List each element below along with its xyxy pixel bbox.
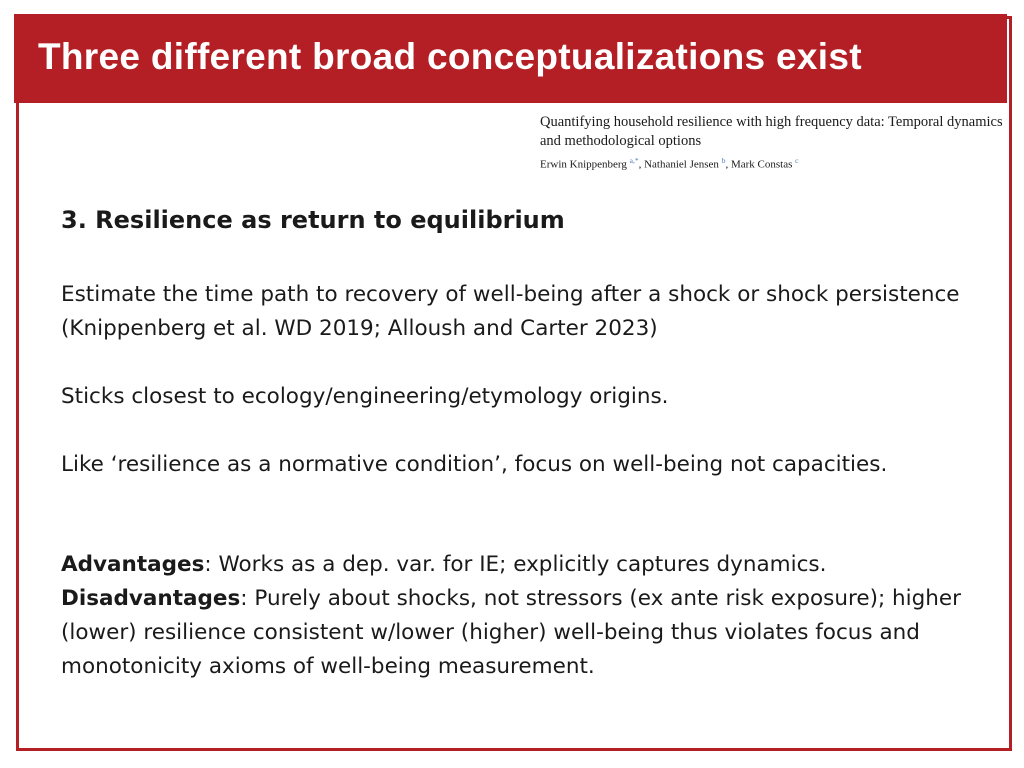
pros-cons (61, 548, 961, 684)
advantages-label: Advantages (61, 552, 205, 577)
paragraph-normative: Like ‘resilience as a normative condition’, focus on well-being not capacities. (61, 452, 888, 477)
slide-title: Three different broad conceptualizations exist (38, 36, 862, 77)
paragraph-time-path: Estimate the time path to recovery of well-being after a shock or shock persistence (Knippenberg et al. WD 2019; Alloush and Carter 2023) (61, 282, 960, 341)
slide-body (61, 200, 961, 684)
author-name: Mark Constas (730, 158, 793, 171)
disadvantages-text: : Purely about shocks, not stressors (ex ante risk exposure); higher (lower) resilience consistent w/lower (higher) well-being thus violates focus and monotonicity axioms of well-being measurement. (61, 586, 961, 679)
author-affiliation: c (795, 156, 799, 165)
citation-authors: Erwin Knippenberg $^{a,*}$, Nathaniel Jensen $^b$, Mark Constas $^c$ (540, 156, 799, 171)
author-name: Nathaniel Jensen (644, 158, 719, 171)
advantages-text: : Works as a dep. var. for IE; explicitly captures dynamics. (204, 552, 827, 577)
author-affiliation: b (721, 156, 726, 165)
citation-title: Quantifying household resilience with high frequency data: Temporal dynamics and methodological options (540, 114, 1003, 149)
paragraph-origins: Sticks closest to ecology/engineering/etymology origins. (61, 384, 669, 409)
paper-citation (540, 113, 1005, 171)
author-affiliation: a,* (629, 156, 639, 165)
disadvantages-line (61, 582, 961, 684)
advantages-line (61, 548, 961, 582)
disadvantages-label: Disadvantages (61, 586, 241, 611)
section-heading: 3. Resilience as return to equilibrium (61, 206, 565, 234)
author-name: Erwin Knippenberg (540, 158, 627, 171)
